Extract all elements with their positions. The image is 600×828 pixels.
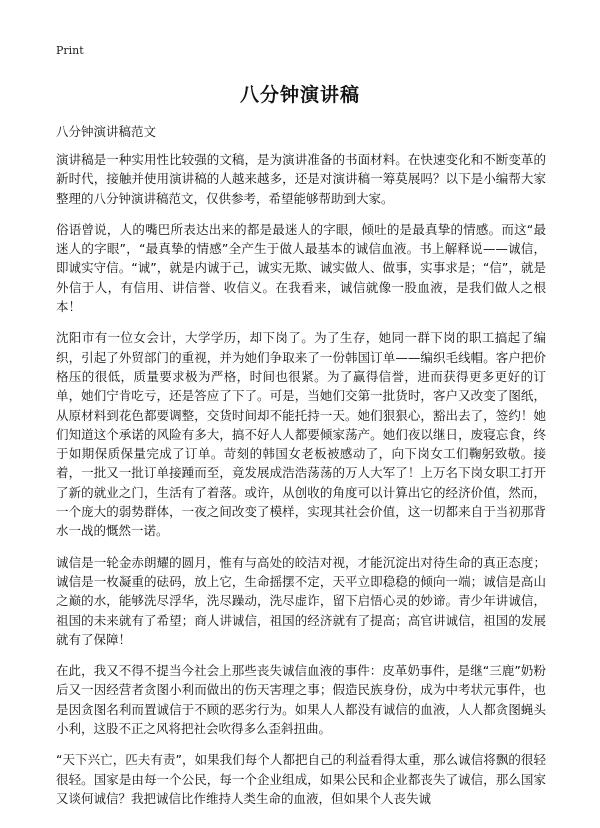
paragraph-conclusion: “天下兴亡，匹夫有责”，如果我们每个人都把自己的利益看得太重，那么诚信将飘的很轻很轻。国家是由每一个公民，每一个企业组成，如果公民和企业都丧失了诚信，那么国家又谈何诚信？我把诚信比作维持人类生命的血液，但如果个人丧失诚 (56, 752, 546, 806)
paragraph-definition: 俗语曾说，人的嘴巴所表达出来的都是最迷人的字眼，倾吐的是最真挚的情感。而这“最迷人的字眼”，“最真挚的情感”全产生于做人最基本的诚信血液。书上解释说——诚信，即诚实守信。“诚”，就是内诚于己，诚实无欺、诚实做人、做事，实事求是；“信”，就是外信于人，有信用、讲信誉、收信义。在我看来，诚信就像一股血液，是我们做人之根本！ (56, 221, 546, 315)
paragraph-story: 沈阳市有一位女会计，大学学历，却下岗了。为了生存，她同一群下岗的职工搞起了编织，引起了外贸部门的重视，并为她们争取来了一份韩国订单——编织毛线帽。客户把价格压的很低，质量要求极为严格，时间也很紧。为了赢得信誉，进而获得更多更好的订单，她们宁肯吃亏，还是答应了下了。可是，当她们交第一批货时，客户又改变了图纸，从原材料到花色都要调整，交货时间却不能托持一天。她们狠狠心，豁出去了，签约！她们知道这个承诺的风险有多大，搞不好人人都要倾家荡产。她们夜以继日，废寝忘食，终于如期保质保量完成了订单。苛刻的韩国女老板被感动了，向下岗女工们鞠躬致敬。接着，一批又一批订单接踵而至，竟发展成浩浩荡荡的万人大军了！上万名下岗女职工打开了新的就业之门，生活有了着落。或许，从创收的角度可以计算出它的经济价值，然而，一个庞大的弱势群体，一夜之间改变了模样，实现其社会价值，这一切都来自于当初那背水一战的慨然一诺。 (56, 330, 546, 539)
print-link[interactable]: Print (56, 44, 84, 57)
paragraph-metaphor: 诚信是一轮金赤朗耀的圆月，惟有与高处的皎洁对视，才能沉淀出对待生命的真正态度；诚信是一枚凝重的砝码，放上它，生命摇摆不定，天平立即稳稳的倾向一端；诚信是高山之巅的水，能够洗尽浮华，洗尽躁动，洗尽虚诈，留下启悟心灵的妙谛。青少年讲诚信，祖国的未来就有了希望；商人讲诚信，祖国的经济就有了提高；高官讲诚信，祖国的发展就有了保障！ (56, 554, 546, 647)
article-body (56, 150, 546, 820)
page-title: 八分钟演讲稿 (239, 84, 360, 106)
paragraph-incidents: 在此，我又不得不提当今社会上那些丧失诚信血液的事件：皮革奶事件，是继“三鹿”奶粉后又一因经营者贪图小利而做出的伤天害理之事；假造民族身份，成为中考状元事件，也是因贪图名利而置诚信于不顾的恶劣行为。如果人人都没有诚信的血液，人人都贪图蝇头小利，这股不正之风将把社会吹得多么歪斜扭曲。 (56, 663, 546, 737)
paragraph-intro: 演讲稿是一种实用性比较强的文稿，是为演讲准备的书面材料。在快速变化和不断变革的新时代，接触并使用演讲稿的人越来越多，还是对演讲稿一筹莫展吗？以下是小编帮大家整理的八分钟演讲稿范文，仅供参考，希望能够帮助到大家。 (56, 152, 546, 206)
document-subtitle: 八分钟演讲稿范文 (56, 124, 157, 139)
